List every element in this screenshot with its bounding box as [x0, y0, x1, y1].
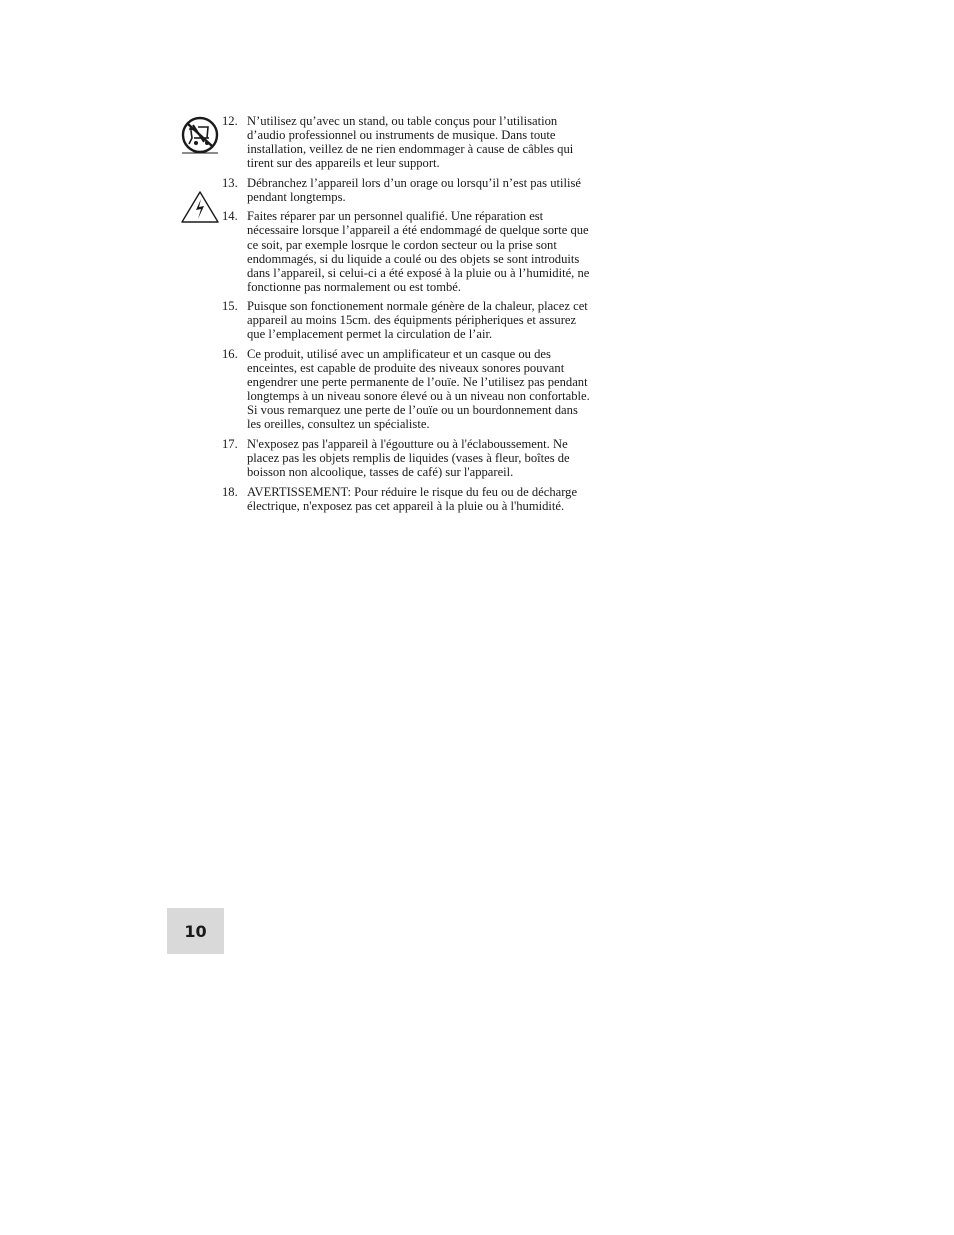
- list-item: [222, 209, 594, 294]
- list-item: [222, 176, 594, 204]
- list-item: [222, 437, 594, 479]
- list-item: [222, 347, 594, 432]
- item-text: Ce produit, utilisé avec un amplificateur et un casque ou des enceintes, est capable de produite des niveaux sonores pouvant engendrer une perte permanente de l’ouïe. Ne l’utilisez pas pendant longtemps à un niveau sonore élevé ou à un niveau non confortable. Si vous remarquez une perte de l’ouïe ou un bourdonnement dans les oreilles, consultez un spécialiste.: [247, 346, 590, 432]
- item-number: 17.: [222, 436, 238, 451]
- item-number: 18.: [222, 484, 238, 499]
- list-item: [222, 114, 594, 170]
- list-item: [222, 299, 594, 341]
- item-text: Débranchez l’appareil lors d’un orage ou lorsqu’il n’est pas utilisé pendant longtemps.: [247, 175, 581, 204]
- item-number: 13.: [222, 175, 238, 190]
- item-number: 12.: [222, 114, 238, 128]
- safety-instructions-list: [222, 114, 594, 518]
- electric-shock-warning-icon: [180, 190, 220, 224]
- list-item: [222, 485, 594, 513]
- cart-tip-over-warning-icon: [180, 114, 220, 156]
- item-number: 14.: [222, 209, 238, 224]
- page-number: 10: [184, 921, 207, 941]
- page-number-tab: [167, 908, 224, 954]
- item-text: N’utilisez qu’avec un stand, ou table conçus pour l’utilisation d’audio professionnel ou instruments de musique. Dans toute installation, veillez de ne rien endommager à cause de câbles qui tirent sur des appareils et leur support.: [247, 114, 574, 171]
- item-text: N'exposez pas l'appareil à l'égoutture ou à l'éclaboussement. Ne placez pas les objets remplis de liquides (vases à fleur, boîtes de boisson non alcoolique, tasses de café) sur l'appareil.: [247, 436, 570, 480]
- item-text: Faites réparer par un personnel qualifié. Une réparation est nécessaire lorsque l’appareil a été endommagé de quelque sorte que ce soit, par exemple losrque le cordon secteur ou la prise sont endommagés, si du liquide a coulé ou des objets se sont introduits dans l’appareil, si celui-ci a été exposé à la pluie ou à l’humidité, ne fonctionne pas normalement ou est tombé.: [247, 209, 590, 294]
- item-number: 15.: [222, 299, 238, 314]
- item-text: Puisque son fonctionement normale génère de la chaleur, placez cet appareil au moins 15cm. des équipments péripheriques et assurez que l’emplacement permet la circulation de l’air.: [247, 299, 588, 342]
- item-number: 16.: [222, 346, 238, 361]
- item-text: AVERTISSEMENT: Pour réduire le risque du feu ou de décharge électrique, n'exposez pas cet appareil à la pluie ou à l'humidité.: [247, 484, 578, 513]
